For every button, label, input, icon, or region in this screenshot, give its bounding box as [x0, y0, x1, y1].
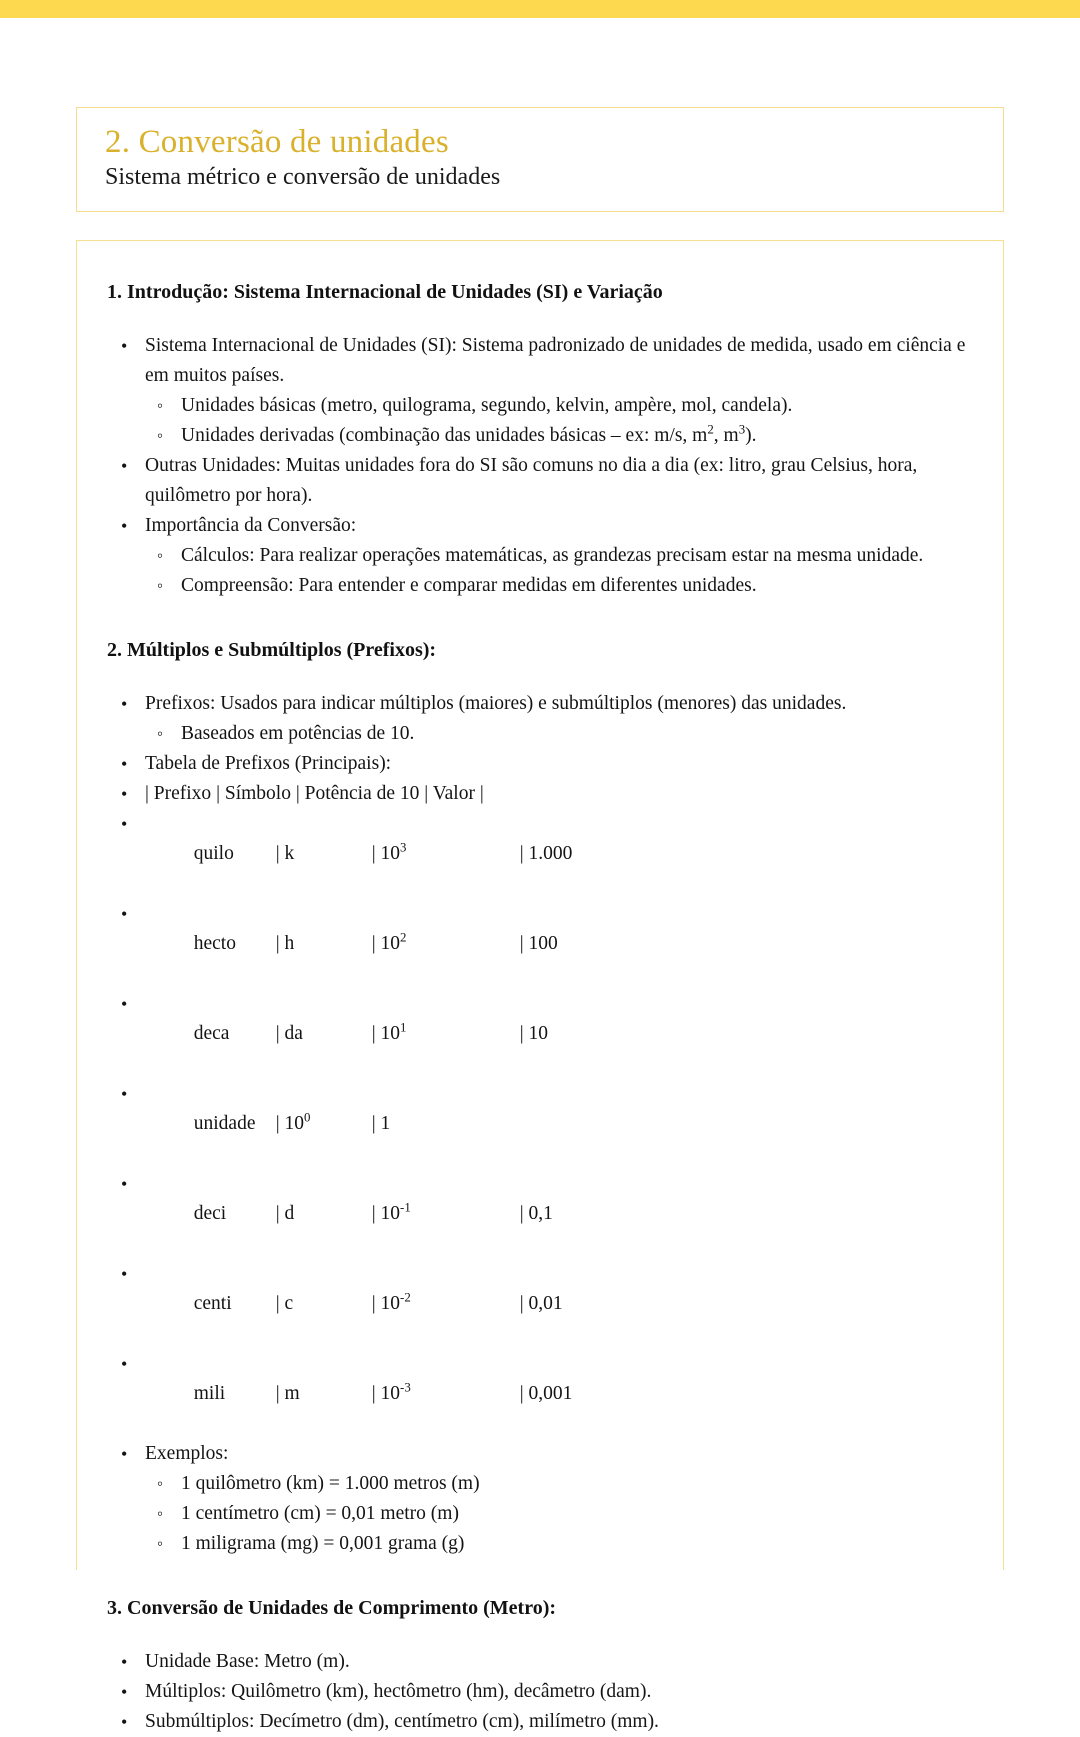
cell-symbol: | $10^0$ [275, 1110, 311, 1134]
page-subtitle: Sistema métrico e conversão de unidades [105, 164, 501, 190]
bullet-text: • Unidade Base: Metro (m). [145, 1647, 973, 1677]
cell-symbol: | k [275, 843, 295, 864]
cell-power: | $10^2$ [371, 930, 407, 954]
cell-symbol: | d [275, 1203, 295, 1224]
list-item [145, 541, 973, 571]
bullet-text [181, 421, 973, 451]
bullet-text: • Sistema Internacional de Unidades (SI): Sistema padronizado de unidades de medida, usado em ciência e em muitos países. [145, 331, 973, 391]
cell-prefix: quilo [193, 843, 234, 864]
section-2-examples-list [145, 1469, 973, 1559]
section-1-sublist-1 [145, 391, 973, 451]
cell-prefix: centi [193, 1293, 232, 1314]
bullet-text: • Múltiplos: Quilômetro (km), hectômetro (hm), decâmetro (dam). [145, 1677, 973, 1707]
exponent: 2 [400, 930, 407, 945]
exponent: 1 [400, 1020, 407, 1035]
bullet-text: ◦ Compreensão: Para entender e comparar medidas em diferentes unidades. [181, 571, 973, 601]
list-item [107, 1647, 973, 1677]
page-title: 2. Conversão de unidades [105, 124, 449, 160]
prefix-table-header-row [107, 779, 973, 809]
bullet-text [145, 1079, 973, 1169]
table-row [107, 899, 973, 989]
cell-value: | 10 [519, 1023, 549, 1044]
exponent: 0 [304, 1110, 311, 1125]
bullet-text: • Tabela de Prefixos (Principais): [145, 749, 973, 779]
table-row [107, 1079, 973, 1169]
cell-symbol: | h [275, 933, 295, 954]
pipe: | [295, 783, 300, 804]
table-row [107, 989, 973, 1079]
cell-power: | $10^{-3}$ [371, 1380, 411, 1404]
pipe: | [145, 783, 149, 804]
list-item [145, 391, 973, 421]
column-header-simbolo: Símbolo [224, 783, 291, 804]
bullet-text: • Exemplos: [145, 1439, 973, 1469]
bullet-text: ◦ Unidades básicas (metro, quilograma, segundo, kelvin, ampère, mol, candela). [181, 391, 973, 421]
section-1-sublist-2 [145, 541, 973, 601]
cell-value: | 0,001 [519, 1383, 573, 1404]
pipe: | [479, 783, 484, 804]
cell-prefix: deci [193, 1203, 227, 1224]
list-item [107, 749, 973, 779]
list-item [145, 421, 973, 451]
derived-units-mid: , m [713, 425, 739, 446]
bullet-text: ◦ Cálculos: Para realizar operações matemáticas, as grandezas precisam estar na mesma unidade. [181, 541, 973, 571]
list-item [145, 1469, 973, 1499]
derived-units-post: ). [745, 425, 757, 446]
bullet-text [145, 1169, 973, 1259]
cell-prefix: unidade [193, 1113, 256, 1134]
cell-power: | $10^{-1}$ [371, 1200, 411, 1224]
bullet-text: ◦ 1 miligrama (mg) = 0,001 grama (g) [181, 1529, 973, 1559]
table-row [107, 1259, 973, 1349]
cell-prefix: deca [193, 1023, 230, 1044]
exponent-cube: 3 [738, 422, 746, 437]
bullet-text: ◦ 1 centímetro (cm) = 0,01 metro (m) [181, 1499, 973, 1529]
column-header-valor: Valor [432, 783, 475, 804]
bullet-text: • Importância da Conversão: [145, 511, 973, 541]
cell-value: | 0,01 [519, 1293, 563, 1314]
table-row [107, 1349, 973, 1439]
table-row [107, 1169, 973, 1259]
table-row [107, 809, 973, 899]
list-item [145, 571, 973, 601]
list-item [107, 689, 973, 749]
exponent-square: 2 [707, 422, 714, 437]
section-3-heading: 3. Conversão de Unidades de Comprimento (Metro): [107, 1597, 557, 1619]
list-item [107, 451, 973, 511]
cell-power: | 1 [371, 1113, 391, 1134]
list-item [107, 1439, 973, 1559]
cell-symbol: | c [275, 1293, 294, 1314]
bullet-text [145, 1259, 973, 1349]
bullet-text: ◦ Baseados em potências de 10. [181, 719, 973, 749]
cell-value: | 100 [519, 933, 558, 954]
section-2-sublist-1 [145, 719, 973, 749]
cell-symbol: | da [275, 1023, 303, 1044]
bullet-text [145, 779, 973, 809]
cell-prefix: hecto [193, 933, 236, 954]
list-item [145, 719, 973, 749]
cell-power: | $10^{-2}$ [371, 1290, 411, 1314]
list-item [107, 1677, 973, 1707]
section-1-heading: 1. Introdução: Sistema Internacional de Unidades (SI) e Variação [107, 281, 663, 303]
document-header-card [76, 107, 1004, 212]
bullet-text: • Prefixos: Usados para indicar múltiplos (maiores) e submúltiplos (menores) das unidades. [145, 689, 973, 719]
list-item [107, 331, 973, 451]
bullet-text [145, 899, 973, 989]
exponent: 3 [400, 840, 407, 855]
cell-power: | $10^1$ [371, 1020, 407, 1044]
list-item [107, 1707, 973, 1737]
section-3-list [107, 1647, 973, 1737]
bullet-text: ◦ 1 quilômetro (km) = 1.000 metros (m) [181, 1469, 973, 1499]
cell-value: | 1.000 [519, 843, 573, 864]
column-header-prefixo: Prefixo [153, 783, 212, 804]
bullet-text [145, 1349, 973, 1439]
cell-prefix: mili [193, 1383, 226, 1404]
pipe: | [216, 783, 220, 804]
list-item [145, 1499, 973, 1529]
pipe: | [424, 783, 429, 804]
bullet-text [145, 809, 973, 899]
exponent: -1 [400, 1200, 411, 1215]
document-content-card [76, 240, 1004, 1732]
section-2-heading: 2. Múltiplos e Submúltiplos (Prefixos): [107, 639, 437, 661]
exponent: -2 [400, 1290, 411, 1305]
cell-symbol: | m [275, 1383, 300, 1404]
document-body [77, 241, 1003, 1737]
derived-units-pre: Unidades derivadas (combinação das unidades básicas – ex: m/s, m [181, 425, 708, 446]
bullet-text [145, 989, 973, 1079]
list-item [145, 1529, 973, 1559]
exponent: -3 [400, 1380, 411, 1395]
section-1-list [107, 331, 973, 601]
column-header-potencia: Potência de 10 [304, 783, 420, 804]
bullet-text: • Submúltiplos: Decímetro (dm), centímetro (cm), milímetro (mm). [145, 1707, 973, 1737]
bullet-text: • Outras Unidades: Muitas unidades fora do SI são comuns no dia a dia (ex: litro, grau Celsius, hora, quilômetro por hora). [145, 451, 973, 511]
top-accent-bar [0, 0, 1080, 18]
cell-value: | 0,1 [519, 1203, 553, 1224]
document-header-inner [77, 108, 1003, 193]
list-item [107, 511, 973, 601]
section-2-list [107, 689, 973, 1559]
cell-power: | $10^3$ [371, 840, 407, 864]
